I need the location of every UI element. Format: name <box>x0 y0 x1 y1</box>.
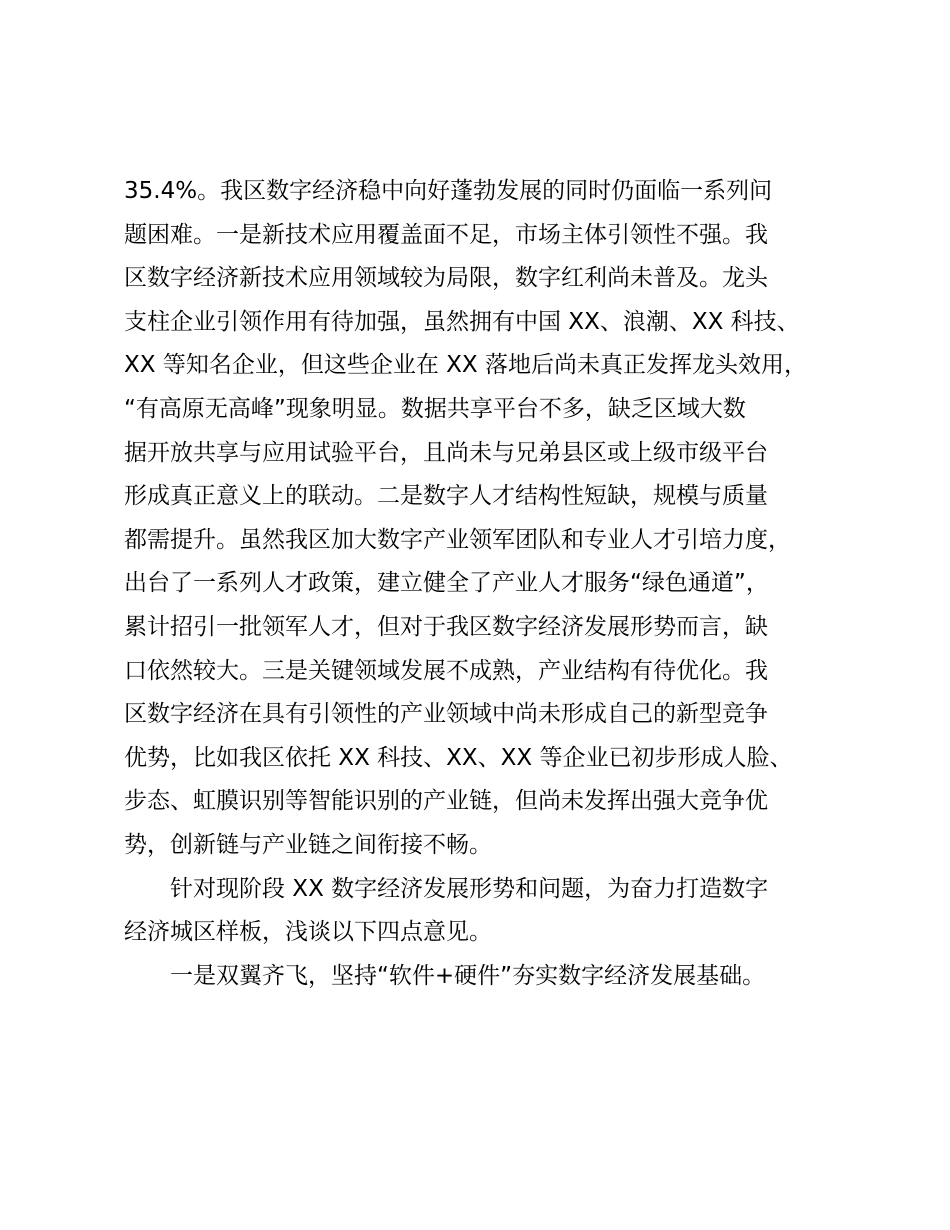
text-line: 出台了一系列人才政策，建立健全了产业人才服务“绿色通道”， <box>124 570 769 597</box>
paragraph-3 <box>124 955 864 999</box>
text-line: 35.4%。我区数字经济稳中向好蓬勃发展的同时仍面临一系列问 <box>124 178 773 204</box>
text-line: 针对现阶段 XX 数字经济发展形势和问题，为奋力打造数字 <box>170 875 769 902</box>
text-line: 据开放共享与应用试验平台，且尚未与兄弟县区或上级市级平台 <box>124 439 768 466</box>
text-line: XX 等知名企业，但这些企业在 XX 落地后尚未真正发挥龙头效用， <box>124 352 807 379</box>
paragraph-1 <box>124 170 864 868</box>
text-line: 累计招引一批领军人才，但对于我区数字经济发展形势而言，缺 <box>124 613 768 640</box>
text-line: 形成真正意义上的联动。二是数字人才结构性短缺，规模与质量 <box>124 483 768 510</box>
text-line: 经济城区样板，浅谈以下四点意见。 <box>124 919 492 946</box>
document-body <box>124 170 864 998</box>
text-line: “有高原无高峰”现象明显。数据共享平台不多，缺乏区域大数 <box>124 395 746 422</box>
text-line: 区数字经济在具有引领性的产业领域中尚未形成自己的新型竞争 <box>124 701 768 728</box>
text-line: 势，创新链与产业链之间衔接不畅。 <box>124 831 492 858</box>
paragraph-2 <box>124 868 864 955</box>
text-line: 一是双翼齐飞，坚持“软件+硬件”夯实数字经济发展基础。 <box>170 962 766 989</box>
text-line: 支柱企业引领作用有待加强，虽然拥有中国 XX、浪潮、XX 科技、 <box>124 308 800 335</box>
text-line: 都需提升。虽然我区加大数字产业领军团队和专业人才引培力度， <box>124 526 791 553</box>
text-line: 题困难。一是新技术应用覆盖面不足，市场主体引领性不强。我 <box>124 221 768 248</box>
text-line: 优势，比如我区依托 XX 科技、XX、XX 等企业已初步形成人脸、 <box>124 744 793 771</box>
text-line: 口依然较大。三是关键领域发展不成熟，产业结构有待优化。我 <box>124 657 768 684</box>
text-line: 步态、虹膜识别等智能识别的产业链，但尚未发挥出强大竞争优 <box>124 788 768 815</box>
text-line: 区数字经济新技术应用领域较为局限，数字红利尚未普及。龙头 <box>124 265 768 292</box>
